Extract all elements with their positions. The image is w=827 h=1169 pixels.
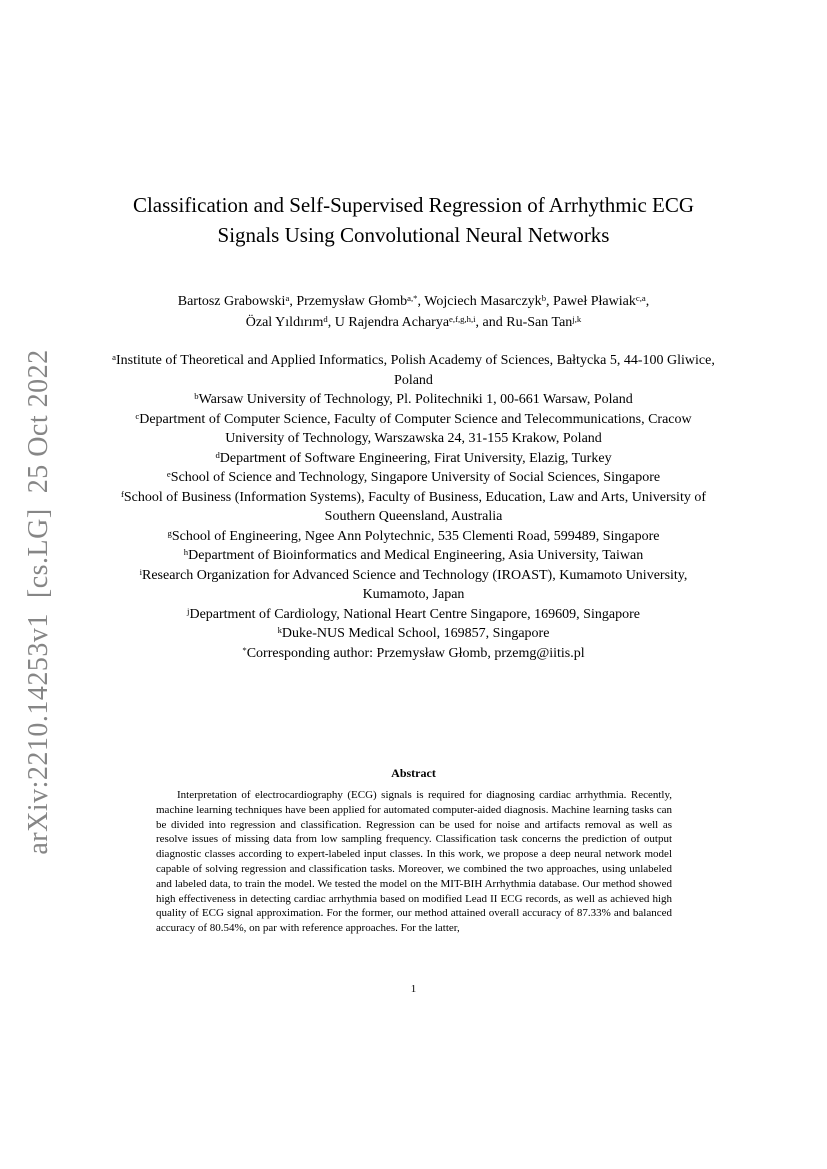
page-number: 1 bbox=[410, 983, 417, 995]
affiliation: $^i$Research Organization for Advanced Science and Technology (IROAST), Kumamoto University, Kumamoto, Japan bbox=[139, 566, 688, 602]
affiliation-mark: j bbox=[187, 605, 190, 616]
affiliation-mark: * bbox=[242, 644, 247, 655]
author: Özal Yıldırım$^d$, bbox=[245, 314, 335, 330]
affiliation: $^g$School of Engineering, Ngee Ann Polytechnic, 535 Clementi Road, 599489, Singapore bbox=[167, 527, 660, 544]
author-affiliation-mark: j,k bbox=[572, 314, 582, 325]
author: Paweł Pławiak$^{c,a}$, bbox=[553, 293, 650, 309]
affiliation: $^f$School of Business (Information Systems), Faculty of Business, Education, Law and Arts, University of Southern Queensland, Australia bbox=[121, 488, 706, 524]
author: Wojciech Masarczyk$^b$, bbox=[424, 293, 554, 309]
author: Przemysław Głomb$^{a,*}$, bbox=[296, 293, 425, 309]
author: Ru-San Tan$^{j,k}$ bbox=[506, 314, 582, 330]
affiliation: $^j$Department of Cardiology, National Heart Centre Singapore, 169609, Singapore bbox=[187, 605, 640, 622]
abstract-heading: Abstract bbox=[391, 766, 436, 780]
affiliation-mark: i bbox=[139, 566, 142, 577]
affiliation-mark: a bbox=[112, 352, 116, 363]
affiliation-mark: d bbox=[215, 449, 220, 460]
affiliation: $^e$School of Science and Technology, Singapore University of Social Sciences, Singapore bbox=[166, 469, 661, 485]
affiliation: $^d$Department of Software Engineering, Firat University, Elazig, Turkey bbox=[215, 449, 612, 466]
affiliation: $^h$Department of Bioinformatics and Medical Engineering, Asia University, Taiwan bbox=[183, 547, 644, 563]
affiliation: $^k$Duke-NUS Medical School, 169857, Singapore bbox=[277, 625, 550, 641]
affiliation-mark: f bbox=[121, 488, 124, 499]
affiliation: *Corresponding author: Przemysław Głomb, przemg@iitis.pl bbox=[242, 644, 585, 661]
affiliation-mark: g bbox=[167, 527, 172, 538]
affiliation: $^c$Department of Computer Science, Faculty of Computer Science and Telecommunications, Cracow University of Technology, Warszawska 24, 31-155 Krakow, Poland bbox=[135, 410, 692, 446]
affiliation: $^b$Warsaw University of Technology, Pl. Politechniki 1, 00-661 Warsaw, Poland bbox=[194, 391, 633, 407]
author-list bbox=[114, 291, 714, 333]
abstract-text: Interpretation of electrocardiography (ECG) signals is required for diagnosing cardiac arrhythmia. Recently, machine learning techniques have been applied for automated computer-aided diagnosis. Machine learning tasks can be divided into regression and classification. Regression can be used for noise and artifacts removal as well as resolve issues of missing data from low sampling frequency. Classification task concerns the prediction of output diagnostic classes according to expert-labeled input classes. In this work, we propose a deep neural network model capable of solving regression and classification tasks. Moreover, we combined the two approaches, using unlabeled and labeled data, to train the model. We tested the model on the MIT-BIH Arrhythmia database. Our method showed high effectiveness in detecting cardiac arrhythmia based on modified Lead II ECG records, as well as achieved high quality of ECG signal approximation. For the former, our method attained overall accuracy of 87.33% and balanced accuracy of 80.54%, on par with reference approaches. For the latter, bbox=[156, 789, 672, 935]
author: Bartosz Grabowski$^a$, bbox=[177, 293, 297, 309]
affiliation-mark: k bbox=[277, 625, 282, 636]
affiliation-mark: b bbox=[194, 391, 199, 402]
author-affiliation-mark: d bbox=[323, 314, 328, 325]
affiliation-list bbox=[107, 351, 721, 663]
affiliation-mark: e bbox=[166, 469, 171, 480]
author-affiliation-mark: a,* bbox=[407, 293, 418, 304]
affiliation-mark: h bbox=[183, 547, 189, 558]
affiliation-mark: c bbox=[135, 410, 140, 421]
author: U Rajendra Acharya$^{e,f,g,h,i}$, and bbox=[334, 314, 507, 330]
arxiv-watermark: arXiv:2210.14253v1 [cs.LG] 25 Oct 2022 bbox=[23, 349, 54, 855]
author-affiliation-mark: e,f,g,h,i bbox=[449, 314, 476, 325]
affiliation: $^a$Institute of Theoretical and Applied Informatics, Polish Academy of Sciences, Bałtycka 5, 44-100 Gliwice, Poland bbox=[112, 352, 715, 388]
author-affiliation-mark: a bbox=[285, 293, 290, 304]
author-affiliation-mark: c,a bbox=[635, 293, 646, 304]
author-affiliation-mark: b bbox=[541, 293, 547, 304]
paper-title: Classification and Self-Supervised Regression of Arrhythmic ECG Signals Using Convolutional Neural Networks bbox=[132, 193, 695, 247]
